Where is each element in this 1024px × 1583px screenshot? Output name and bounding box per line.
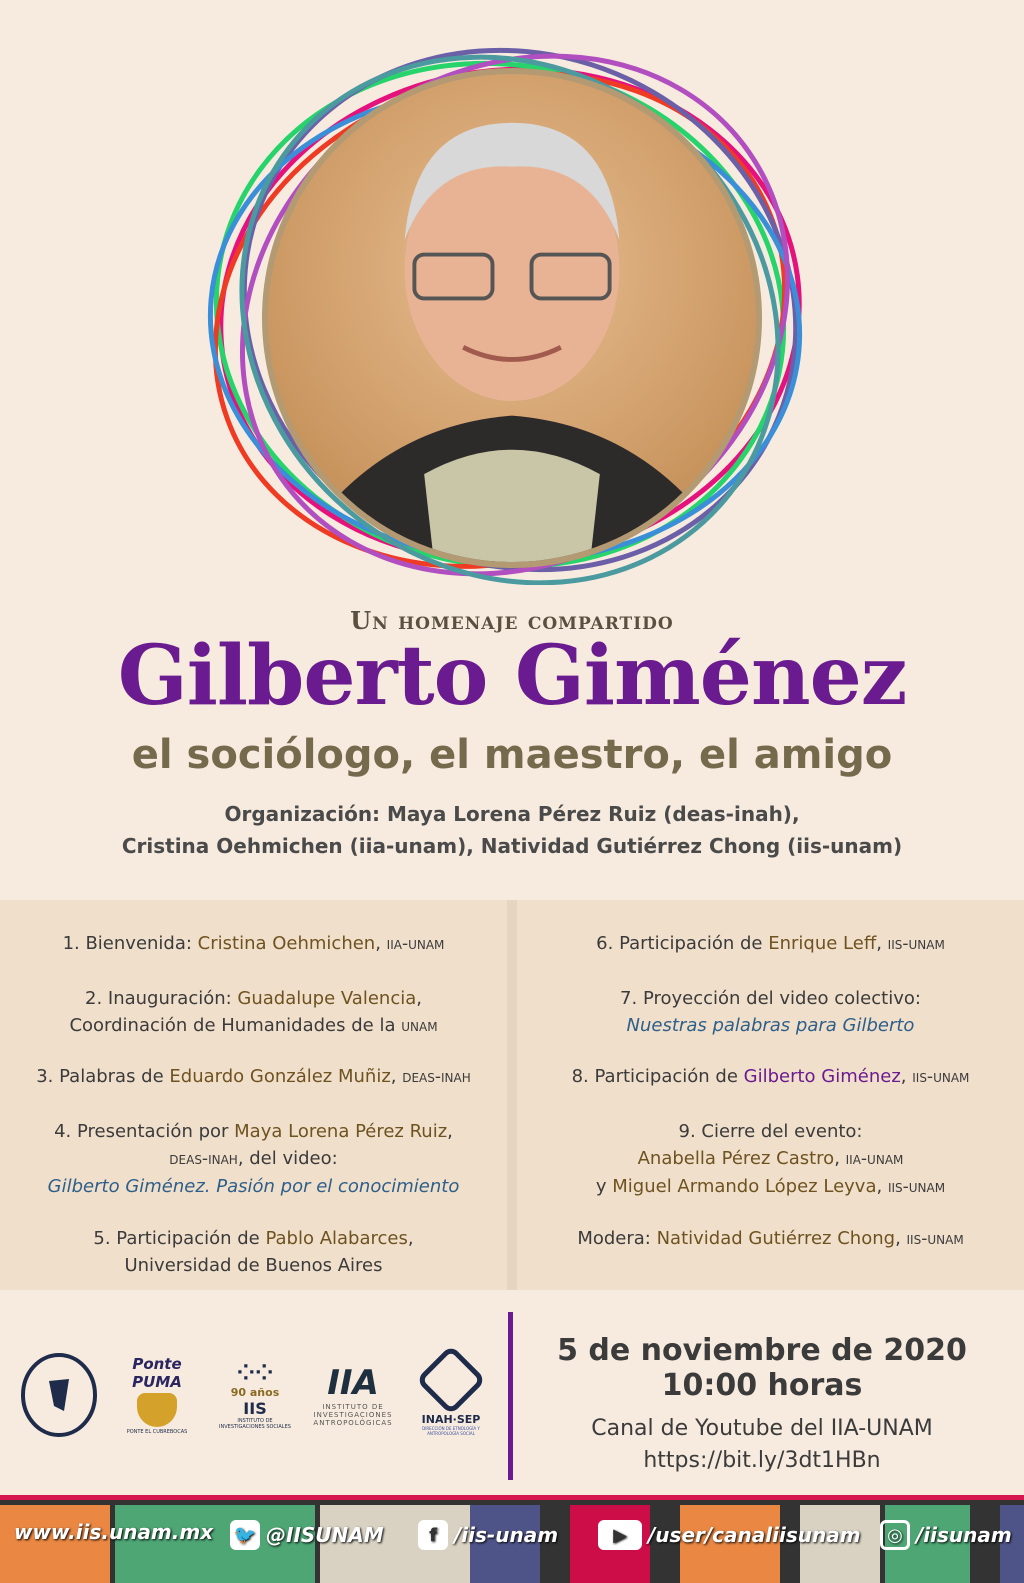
- program-item: [517, 930, 1024, 958]
- event-time: 10:00 horas: [661, 1368, 863, 1403]
- event-link[interactable]: https://bit.ly/3dt1HBn: [643, 1448, 881, 1473]
- program-text: 9. Cierre del evento:: [678, 1121, 863, 1142]
- program-item-line: [517, 1173, 1024, 1201]
- program-item: [517, 985, 1024, 1039]
- website-link[interactable]: [14, 1520, 213, 1544]
- ponte-puma-logo: [116, 1349, 198, 1441]
- kicker-text: Un homenaje compartido: [350, 606, 674, 635]
- speaker-name: Maya Lorena Pérez Ruiz: [234, 1121, 448, 1142]
- program-text: ,: [876, 1176, 888, 1197]
- youtube-icon: ▶: [598, 1520, 642, 1550]
- column-divider: [507, 900, 517, 1290]
- instagram-icon: ◎: [880, 1520, 910, 1550]
- iia-logo: [312, 1349, 394, 1441]
- facebook-link[interactable]: [418, 1520, 558, 1550]
- program-text: ,: [834, 1148, 846, 1169]
- speaker-name: Enrique Leff: [768, 933, 877, 954]
- speaker-name: Cristina Oehmichen: [197, 933, 376, 954]
- event-channel: Canal de Youtube del IIA-UNAM: [591, 1416, 933, 1441]
- ponte-puma-sub: PONTE EL CUBREBOCAS: [126, 1429, 188, 1435]
- website-text: www.iis.unam.mx: [14, 1520, 214, 1544]
- speaker-name: Guadalupe Valencia: [237, 988, 417, 1009]
- program-item-line: [0, 1118, 507, 1145]
- institution: iis-unam: [912, 1067, 970, 1087]
- institution: unam: [401, 1016, 438, 1036]
- facebook-icon: f: [418, 1520, 448, 1550]
- page-title: Gilberto Giménez: [117, 628, 907, 724]
- facebook-handle: /iis-unam: [454, 1523, 559, 1547]
- program-item-line: [0, 930, 507, 958]
- program-text: Modera:: [577, 1228, 657, 1249]
- program-item-line: [0, 1063, 507, 1091]
- program-item: [0, 1225, 507, 1279]
- program-item: [0, 930, 507, 958]
- institution: deas-inah: [169, 1149, 238, 1169]
- program-item-line: [0, 1252, 507, 1279]
- program-text: 2. Inauguración:: [85, 988, 238, 1009]
- program-item-line: [0, 1225, 507, 1252]
- program-item-line: [517, 1225, 1024, 1253]
- speaker-name: Miguel Armando López Leyva: [612, 1176, 877, 1197]
- program-text: 5. Participación de: [93, 1228, 266, 1249]
- program-column-right: [517, 900, 1024, 1290]
- program-item: [0, 1118, 507, 1200]
- program-text: 8. Participación de: [571, 1066, 744, 1087]
- program-text: , del video:: [237, 1148, 338, 1169]
- program-item-line: [0, 1012, 507, 1040]
- instagram-handle: /iisunam: [916, 1523, 1012, 1547]
- program-item-line: [517, 985, 1024, 1012]
- inah-sub: DIRECCIÓN DE ETNOLOGÍA Y ANTROPOLOGÍA SOCIAL: [422, 1425, 480, 1436]
- program-item: [0, 1063, 507, 1091]
- program-text: ,: [447, 1121, 453, 1142]
- program-text: ,: [900, 1066, 913, 1087]
- event-date: 5 de noviembre de 2020: [557, 1333, 967, 1368]
- program-text: y: [595, 1176, 613, 1197]
- program-text: ,: [390, 1066, 403, 1087]
- institution: iis-unam: [906, 1229, 964, 1249]
- iia-text: IIA: [327, 1363, 379, 1403]
- iis-90-text: 90 años: [230, 1385, 280, 1399]
- program-text: 1. Bienvenida:: [62, 933, 198, 954]
- speaker-name: Gilberto Giménez: [743, 1066, 901, 1087]
- program-text: ,: [895, 1228, 907, 1249]
- speaker-name: Pablo Alabarces: [265, 1228, 408, 1249]
- twitter-link[interactable]: [230, 1520, 384, 1550]
- institution: iia-unam: [845, 1149, 904, 1169]
- video-title: Nuestras palabras para Gilberto: [626, 1015, 915, 1036]
- portrait-photo: [262, 68, 762, 568]
- inah-logo: [410, 1349, 492, 1441]
- program-item-line: [517, 1012, 1024, 1039]
- instagram-link[interactable]: [880, 1520, 1012, 1550]
- organization-line-2: Cristina Oehmichen (iia-unam), Natividad Gutiérrez Chong (iis-unam): [121, 834, 903, 858]
- program-item: [517, 1118, 1024, 1201]
- organization-line-1: Organización: Maya Lorena Pérez Ruiz (deas-inah),: [224, 802, 800, 826]
- program-item-line: [517, 1145, 1024, 1173]
- ponte-puma-text: Ponte PUMA: [132, 1355, 182, 1391]
- program-text: 7. Proyección del video colectivo:: [620, 988, 921, 1009]
- twitter-handle: @IISUNAM: [266, 1523, 384, 1547]
- program-column-left: [0, 900, 507, 1290]
- program-text: Universidad de Buenos Aires: [124, 1255, 383, 1276]
- program-text: ,: [876, 933, 888, 954]
- program-item: [517, 1225, 1024, 1253]
- program-text: ,: [375, 933, 387, 954]
- program-item-line: [517, 930, 1024, 958]
- youtube-handle: /user/canaliisunam: [648, 1523, 861, 1547]
- program-item: [517, 1063, 1024, 1091]
- program-item-line: [0, 985, 507, 1012]
- speaker-name: Eduardo González Muñiz: [169, 1066, 391, 1087]
- program-item: [0, 985, 507, 1040]
- subtitle: el sociólogo, el maestro, el amigo: [131, 732, 893, 778]
- red-accent-line: [0, 1495, 1024, 1500]
- program-item-line: [517, 1063, 1024, 1091]
- speaker-name: Natividad Gutiérrez Chong: [656, 1228, 896, 1249]
- program-text: Coordinación de Humanidades de la: [69, 1015, 402, 1036]
- program-item-line: [0, 1173, 507, 1200]
- program-item-line: [517, 1118, 1024, 1145]
- iis-logo: ⁘⁘ 90 años IIS INSTITUTO DE INVESTIGACIONES SOCIALES: [214, 1349, 296, 1441]
- institution: iis-unam: [887, 934, 945, 954]
- unam-logo: [18, 1349, 100, 1441]
- logos-row: [10, 1345, 500, 1445]
- speaker-name: Anabella Pérez Castro: [637, 1148, 835, 1169]
- iia-sub: INSTITUTO DE INVESTIGACIONES ANTROPOLÓGICAS: [313, 1403, 393, 1427]
- program-text: 6. Participación de: [596, 933, 769, 954]
- program-text: 4. Presentación por: [54, 1121, 235, 1142]
- youtube-link[interactable]: [598, 1520, 861, 1550]
- program-text: ,: [416, 988, 422, 1009]
- institution: iis-unam: [887, 1177, 946, 1197]
- institution: deas-inah: [402, 1067, 471, 1087]
- program-text: ,: [407, 1228, 414, 1249]
- program-item-line: [0, 1145, 507, 1173]
- video-title: Gilberto Giménez. Pasión por el conocimiento: [47, 1176, 460, 1197]
- inah-text: INAH·SEP: [421, 1412, 481, 1426]
- program-text: 3. Palabras de: [36, 1066, 170, 1087]
- institution: iia-unam: [386, 934, 445, 954]
- iis-sub: INSTITUTO DE INVESTIGACIONES SOCIALES: [219, 1417, 291, 1430]
- twitter-icon: 🐦: [230, 1520, 260, 1550]
